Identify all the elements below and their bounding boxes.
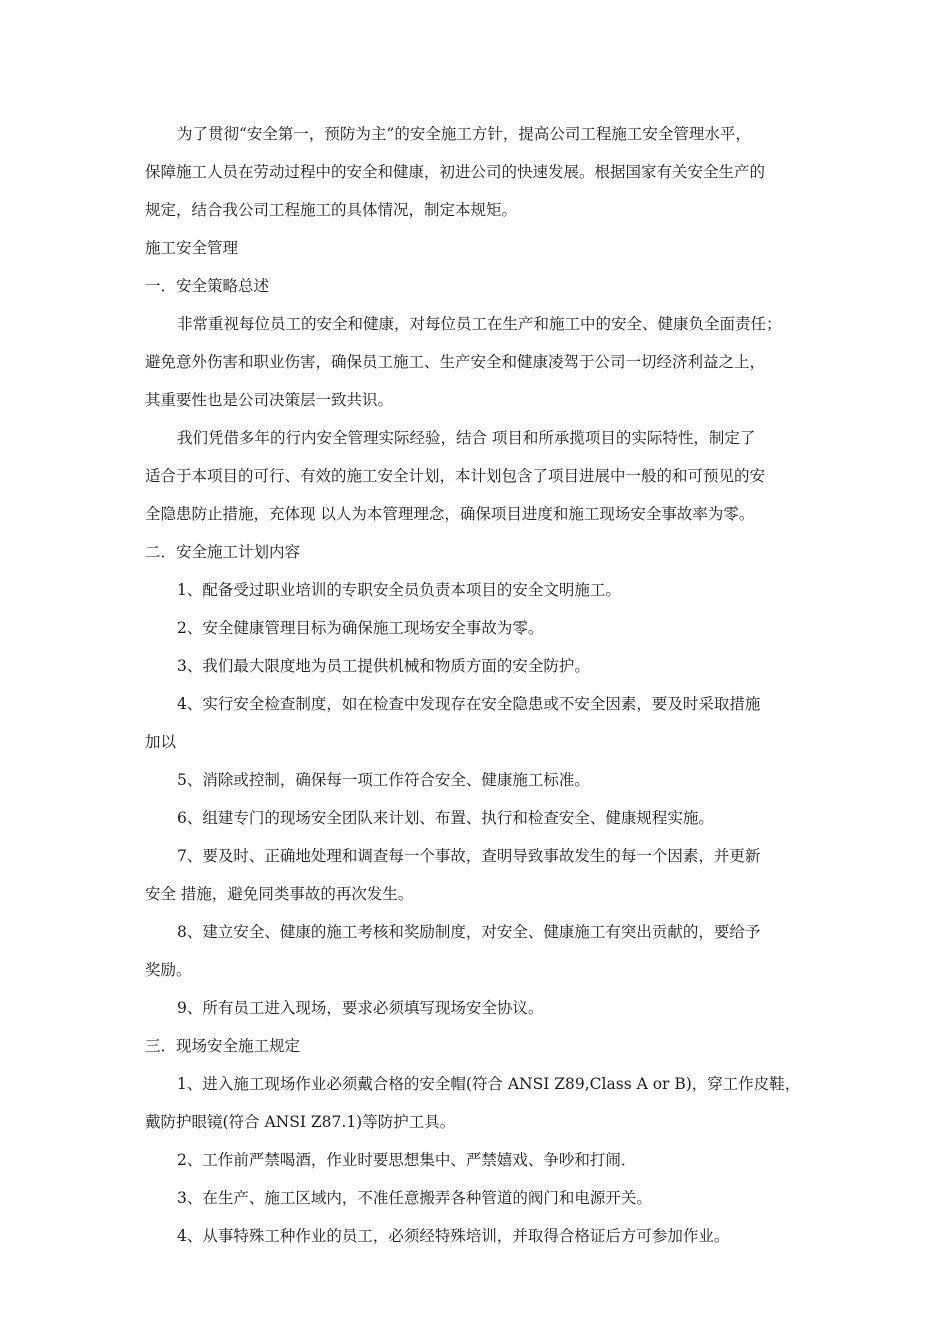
section2-item-4-line-2: 加以 xyxy=(145,733,177,751)
section2-item-8-line-2: 奖励。 xyxy=(145,961,192,979)
section2-heading: 二．安全施工计划内容 xyxy=(145,543,301,561)
section3-item-4: 4、从事特殊工种作业的员工，必须经特殊培训，并取得合格证后方可参加作业。 xyxy=(177,1227,730,1245)
section2-item-1: 1、配备受过职业培训的专职安全员负责本项目的安全文明施工。 xyxy=(177,581,621,599)
intro-line-1: 为了贯彻“安全第一，预防为主”的安全施工方针，提高公司工程施工安全管理水平， xyxy=(177,125,751,143)
section2-item-8-line-1: 8、建立安全、健康的施工考核和奖励制度，对安全、健康施工有突出贡献的，要给予 xyxy=(177,923,761,941)
section1-para1-line-3: 其重要性也是公司决策层一致共识。 xyxy=(145,391,394,409)
section1-para2-line-2: 适合于本项目的可行、有效的施工安全计划，本计划包含了项目进展中一般的和可预见的安 xyxy=(145,467,766,485)
section2-item-7-line-2: 安全 措施，避免同类事故的再次发生。 xyxy=(145,885,414,903)
section3-item-1-line-2: 戴防护眼镜(符合 ANSI Z87.1)等防护工具。 xyxy=(145,1113,456,1131)
intro-line-3: 规定，结合我公司工程施工的具体情况，制定本规矩。 xyxy=(145,201,518,219)
section1-para1-line-1: 非常重视每位员工的安全和健康，对每位员工在生产和施工中的安全、健康负全面责任； xyxy=(177,315,782,333)
section2-item-2: 2、安全健康管理目标为确保施工现场安全事故为零。 xyxy=(177,619,544,637)
intro-line-2: 保障施工人员在劳动过程中的安全和健康，初进公司的快速发展。根据国家有关安全生产的 xyxy=(145,163,766,181)
section2-item-6: 6、组建专门的现场安全团队来计划、布置、执行和检查安全、健康规程实施。 xyxy=(177,809,714,827)
section1-heading: 一．安全策略总述 xyxy=(145,277,270,295)
section1-para2-line-1: 我们凭借多年的行内安全管理实际经验，结合 项目和所承揽项目的实际特性，制定了 xyxy=(177,429,756,447)
section2-item-9: 9、所有员工进入现场，要求必须填写现场安全协议。 xyxy=(177,999,544,1017)
section3-heading: 三．现场安全施工规定 xyxy=(145,1037,301,1055)
section2-item-4-line-1: 4、实行安全检查制度，如在检查中发现存在安全隐患或不安全因素，要及时采取措施 xyxy=(177,695,761,713)
section2-item-5: 5、消除或控制，确保每一项工作符合安全、健康施工标准。 xyxy=(177,771,590,789)
section2-item-7-line-1: 7、要及时、正确地处理和调查每一个事故，查明导致事故发生的每一个因素，并更新 xyxy=(177,847,761,865)
section3-item-2: 2、工作前严禁喝酒，作业时要思想集中、严禁嬉戏、争吵和打闹． xyxy=(177,1151,637,1169)
section1-para2-line-3: 全隐患防止措施，充体现 以人为本管理理念，确保项目进度和施工现场安全事故率为零。 xyxy=(145,505,755,523)
doc-title: 施工安全管理 xyxy=(145,239,239,257)
section2-item-3: 3、我们最大限度地为员工提供机械和物质方面的安全防护。 xyxy=(177,657,590,675)
section3-item-3: 3、在生产、施工区域内，不准任意搬弄各种管道的阀门和电源开关。 xyxy=(177,1189,652,1207)
section3-item-1-line-1: 1、进入施工现场作业必须戴合格的安全帽(符合 ANSI Z89,Class A or B)，穿工作皮鞋， xyxy=(177,1075,801,1093)
section1-para1-line-2: 避免意外伤害和职业伤害，确保员工施工、生产安全和健康凌驾于公司一切经济利益之上， xyxy=(145,353,766,371)
